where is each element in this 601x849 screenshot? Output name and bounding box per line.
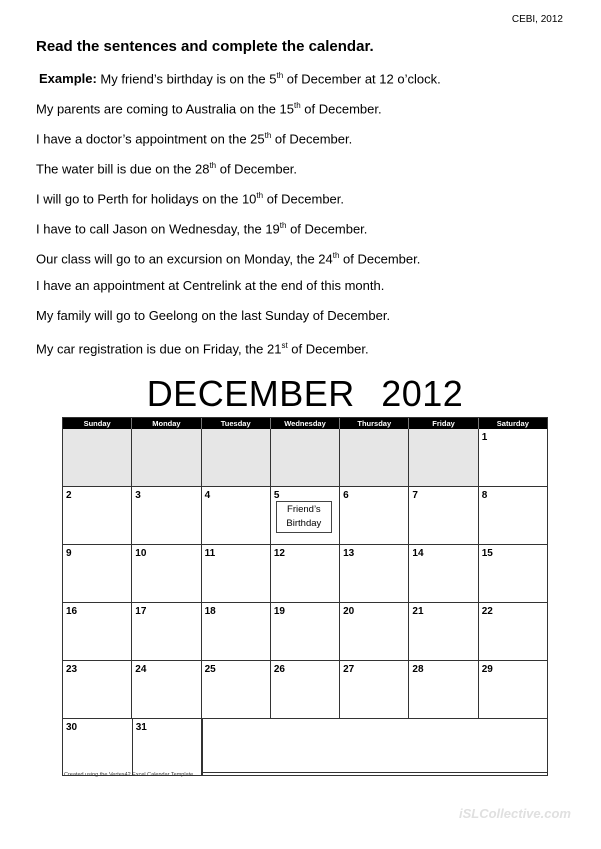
day-cell — [202, 545, 271, 602]
day-cell — [202, 487, 271, 544]
day-cell — [409, 545, 478, 602]
calendar-weeks — [63, 429, 547, 718]
sentence: I have a doctor’s appointment on the 25th of December. — [36, 131, 353, 147]
day-name: Monday — [132, 418, 201, 429]
day-cell — [202, 603, 271, 660]
day-cell — [479, 545, 547, 602]
day-cell — [340, 487, 409, 544]
day-cell — [271, 661, 340, 718]
day-name: Tuesday — [202, 418, 271, 429]
day-number: 27 — [343, 664, 355, 675]
calendar-title: DECEMBER 2012 — [146, 373, 464, 414]
ordinal-suffix: st — [281, 341, 288, 350]
day-number: 1 — [481, 432, 488, 443]
day-number: 20 — [343, 606, 355, 617]
day-number: 12 — [273, 548, 285, 559]
day-cell — [133, 719, 203, 775]
empty-day-cell — [340, 429, 409, 486]
day-name: Sunday — [63, 418, 132, 429]
day-name: Wednesday — [271, 418, 340, 429]
day-number: 29 — [481, 664, 493, 675]
note-line: Birthday — [286, 518, 322, 529]
day-number: 31 — [135, 722, 147, 733]
example-label: Example: — [39, 71, 97, 87]
day-number: 9 — [66, 548, 72, 559]
day-number: 7 — [412, 490, 418, 501]
day-number: 23 — [66, 664, 78, 675]
sentence: My family will go to Geelong on the last Sunday of December. — [36, 308, 391, 323]
instruction-heading: Read the sentences and complete the calendar. — [36, 38, 374, 55]
sentence: My car registration is due on Friday, the 21st of December. — [36, 341, 369, 357]
day-number: 28 — [412, 664, 424, 675]
day-cell — [409, 487, 478, 544]
calendar-last-week — [63, 718, 547, 775]
ordinal-suffix: th — [209, 161, 217, 170]
day-cell — [271, 487, 340, 544]
day-header-row — [63, 418, 547, 429]
empty-day-cell — [132, 429, 201, 486]
day-name: Saturday — [496, 419, 529, 428]
day-cell — [63, 545, 132, 602]
day-name: Thursday — [340, 418, 409, 429]
ordinal-suffix: th — [276, 71, 284, 80]
document-code: CEBI, 2012 — [511, 14, 563, 25]
sentence-list — [36, 68, 566, 368]
sentence: I have an appointment at Centrelink at the end of this month. — [36, 278, 385, 293]
day-number: 5 — [273, 490, 280, 501]
calendar-grid — [62, 417, 548, 776]
calendar-week — [63, 486, 547, 544]
sentence: The water bill is due on the 28th of December. — [36, 161, 298, 177]
empty-day-cell — [63, 429, 132, 486]
day-number: 18 — [204, 606, 216, 617]
example-note — [276, 501, 332, 533]
day-number: 10 — [135, 548, 147, 559]
day-number: 24 — [135, 664, 147, 675]
day-cell — [132, 487, 201, 544]
day-cell — [63, 661, 132, 718]
day-cell — [202, 661, 271, 718]
ordinal-suffix: th — [293, 101, 301, 110]
site-watermark: iSLCollective.com — [459, 806, 571, 821]
day-cell — [409, 603, 478, 660]
sentence: I have to call Jason on Wednesday, the 19th of December. — [36, 221, 368, 237]
day-number: 3 — [135, 490, 141, 501]
day-cell — [340, 603, 409, 660]
day-number: 4 — [204, 490, 211, 501]
day-cell — [340, 661, 409, 718]
day-cell — [479, 487, 547, 544]
calendar-week — [63, 602, 547, 660]
calendar-week — [63, 544, 547, 602]
day-number: 25 — [204, 664, 216, 675]
day-cell — [63, 487, 132, 544]
day-cell — [340, 545, 409, 602]
day-name: Friday — [409, 418, 478, 429]
sentence: Our class will go to an excursion on Monday, the 24th of December. — [36, 251, 421, 267]
day-number: 2 — [66, 490, 72, 501]
day-number: 17 — [135, 606, 147, 617]
note-line: Friend’s — [287, 504, 321, 515]
day-number: 8 — [481, 490, 488, 501]
day-cell — [132, 603, 201, 660]
day-cell — [479, 603, 547, 660]
day-number: 26 — [273, 664, 285, 675]
empty-day-cell — [202, 429, 271, 486]
day-number: 15 — [481, 548, 493, 559]
day-number: 16 — [66, 606, 78, 617]
empty-day-cell — [409, 429, 478, 486]
empty-day-cell — [271, 429, 340, 486]
day-cell — [63, 719, 133, 775]
ordinal-suffix: th — [256, 191, 264, 200]
day-number: 13 — [343, 548, 355, 559]
ordinal-suffix: th — [332, 251, 340, 260]
day-number: 6 — [343, 490, 349, 501]
notes-area-frame — [203, 719, 547, 773]
template-credit: Created using the Vertex42 Excel Calendar Template — [64, 772, 194, 778]
day-cell — [479, 661, 547, 718]
day-number: 19 — [273, 606, 285, 617]
day-number: 14 — [412, 548, 424, 559]
day-cell — [271, 603, 340, 660]
day-number: 30 — [66, 722, 78, 733]
day-cell — [63, 603, 132, 660]
notes-area — [202, 719, 547, 775]
day-number: 11 — [204, 548, 216, 559]
day-cell — [132, 661, 201, 718]
day-cell — [409, 661, 478, 718]
sentence: I will go to Perth for holidays on the 10th of December. — [36, 191, 345, 207]
day-cell — [132, 545, 201, 602]
sentence: Example: My friend’s birthday is on the 5th of December at 12 o’clock. — [39, 71, 441, 87]
day-number: 21 — [412, 606, 424, 617]
calendar-week — [63, 660, 547, 718]
day-cell — [271, 545, 340, 602]
sentence: My parents are coming to Australia on the 15th of December. — [36, 101, 382, 117]
day-cell — [479, 429, 547, 486]
ordinal-suffix: th — [264, 131, 272, 140]
calendar-week — [63, 429, 547, 486]
day-number: 22 — [481, 606, 493, 617]
ordinal-suffix: th — [279, 221, 287, 230]
